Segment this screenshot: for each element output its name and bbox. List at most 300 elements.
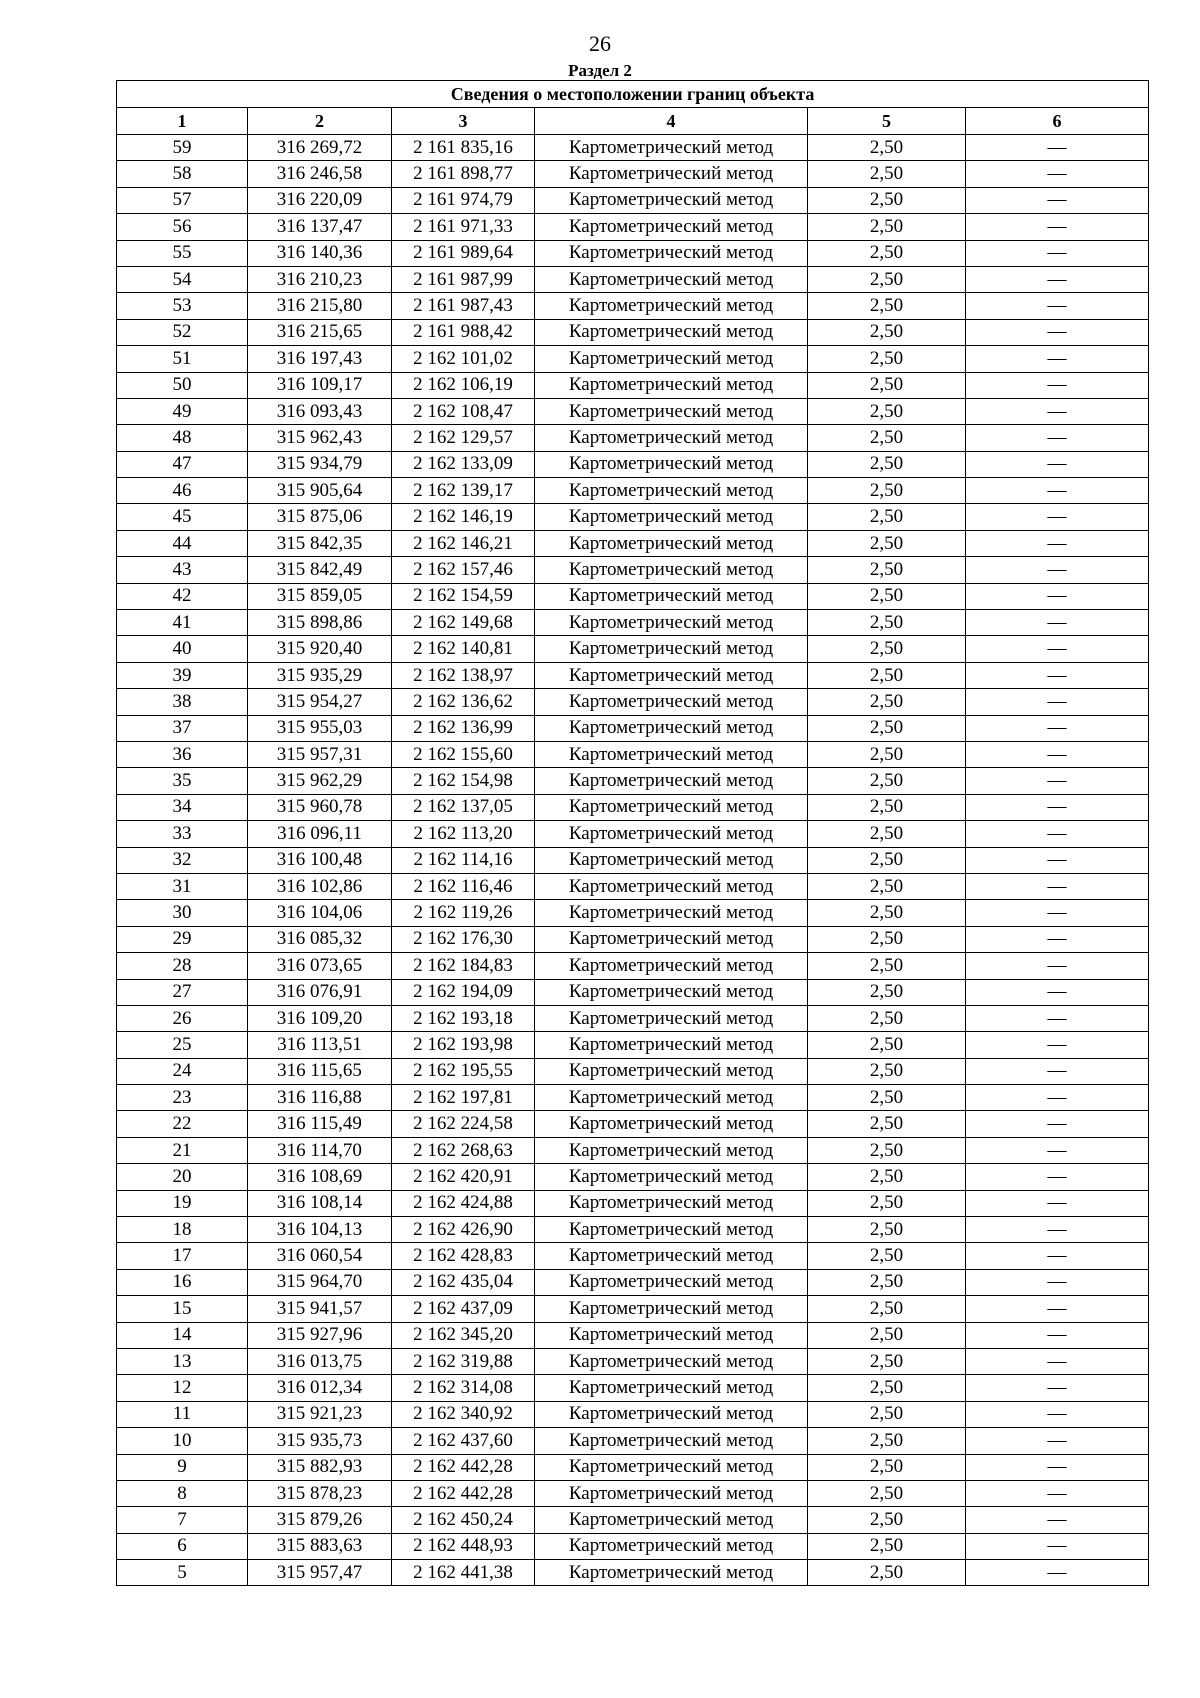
point-number-cell: 45 xyxy=(117,504,248,530)
method-cell: Картометрический метод xyxy=(535,372,808,398)
accuracy-cell: 2,50 xyxy=(808,346,966,372)
y-coordinate-cell: 2 162 155,60 xyxy=(392,741,535,767)
table-row xyxy=(117,478,1149,504)
point-number-cell: 54 xyxy=(117,266,248,292)
accuracy-cell: 2,50 xyxy=(808,900,966,926)
note-cell: — xyxy=(966,1348,1149,1374)
point-number-cell: 42 xyxy=(117,583,248,609)
accuracy-cell: 2,50 xyxy=(808,1322,966,1348)
table-row xyxy=(117,504,1149,530)
point-number-cell: 23 xyxy=(117,1085,248,1111)
table-row xyxy=(117,1401,1149,1427)
table-row xyxy=(117,161,1149,187)
note-cell: — xyxy=(966,953,1149,979)
y-coordinate-cell: 2 162 345,20 xyxy=(392,1322,535,1348)
method-cell: Картометрический метод xyxy=(535,557,808,583)
x-coordinate-cell: 315 905,64 xyxy=(248,478,392,504)
point-number-cell: 57 xyxy=(117,187,248,213)
accuracy-cell: 2,50 xyxy=(808,1348,966,1374)
point-number-cell: 21 xyxy=(117,1137,248,1163)
method-cell: Картометрический метод xyxy=(535,1085,808,1111)
note-cell: — xyxy=(966,1005,1149,1031)
accuracy-cell: 2,50 xyxy=(808,1111,966,1137)
x-coordinate-cell: 316 116,88 xyxy=(248,1085,392,1111)
y-coordinate-cell: 2 162 108,47 xyxy=(392,398,535,424)
accuracy-cell: 2,50 xyxy=(808,953,966,979)
y-coordinate-cell: 2 162 101,02 xyxy=(392,346,535,372)
accuracy-cell: 2,50 xyxy=(808,398,966,424)
y-coordinate-cell: 2 162 340,92 xyxy=(392,1401,535,1427)
table-row xyxy=(117,610,1149,636)
accuracy-cell: 2,50 xyxy=(808,372,966,398)
y-coordinate-cell: 2 162 442,28 xyxy=(392,1454,535,1480)
method-cell: Картометрический метод xyxy=(535,1507,808,1533)
method-cell: Картометрический метод xyxy=(535,240,808,266)
point-number-cell: 33 xyxy=(117,821,248,847)
table-row xyxy=(117,953,1149,979)
accuracy-cell: 2,50 xyxy=(808,926,966,952)
table-row xyxy=(117,1005,1149,1031)
accuracy-cell: 2,50 xyxy=(808,1533,966,1559)
point-number-cell: 34 xyxy=(117,794,248,820)
accuracy-cell: 2,50 xyxy=(808,425,966,451)
y-coordinate-cell: 2 162 176,30 xyxy=(392,926,535,952)
point-number-cell: 58 xyxy=(117,161,248,187)
x-coordinate-cell: 316 109,20 xyxy=(248,1005,392,1031)
y-coordinate-cell: 2 162 129,57 xyxy=(392,425,535,451)
x-coordinate-cell: 315 935,73 xyxy=(248,1428,392,1454)
note-cell: — xyxy=(966,741,1149,767)
table-row xyxy=(117,768,1149,794)
y-coordinate-cell: 2 162 428,83 xyxy=(392,1243,535,1269)
method-cell: Картометрический метод xyxy=(535,293,808,319)
method-cell: Картометрический метод xyxy=(535,266,808,292)
note-cell: — xyxy=(966,1322,1149,1348)
note-cell: — xyxy=(966,135,1149,161)
note-cell: — xyxy=(966,1032,1149,1058)
method-cell: Картометрический метод xyxy=(535,478,808,504)
point-number-cell: 56 xyxy=(117,214,248,240)
x-coordinate-cell: 315 859,05 xyxy=(248,583,392,609)
table-row xyxy=(117,1322,1149,1348)
point-number-cell: 28 xyxy=(117,953,248,979)
x-coordinate-cell: 316 109,17 xyxy=(248,372,392,398)
accuracy-cell: 2,50 xyxy=(808,583,966,609)
point-number-cell: 30 xyxy=(117,900,248,926)
table-row xyxy=(117,900,1149,926)
x-coordinate-cell: 315 960,78 xyxy=(248,794,392,820)
point-number-cell: 39 xyxy=(117,662,248,688)
x-coordinate-cell: 316 100,48 xyxy=(248,847,392,873)
x-coordinate-cell: 315 957,31 xyxy=(248,741,392,767)
x-coordinate-cell: 316 140,36 xyxy=(248,240,392,266)
note-cell: — xyxy=(966,161,1149,187)
accuracy-cell: 2,50 xyxy=(808,610,966,636)
table-row xyxy=(117,293,1149,319)
x-coordinate-cell: 316 104,06 xyxy=(248,900,392,926)
x-coordinate-cell: 315 879,26 xyxy=(248,1507,392,1533)
y-coordinate-cell: 2 161 989,64 xyxy=(392,240,535,266)
x-coordinate-cell: 315 962,29 xyxy=(248,768,392,794)
table-row xyxy=(117,1269,1149,1295)
point-number-cell: 8 xyxy=(117,1480,248,1506)
y-coordinate-cell: 2 162 139,17 xyxy=(392,478,535,504)
x-coordinate-cell: 315 921,23 xyxy=(248,1401,392,1427)
y-coordinate-cell: 2 162 424,88 xyxy=(392,1190,535,1216)
y-coordinate-cell: 2 162 140,81 xyxy=(392,636,535,662)
y-coordinate-cell: 2 162 119,26 xyxy=(392,900,535,926)
point-number-cell: 49 xyxy=(117,398,248,424)
y-coordinate-cell: 2 162 137,05 xyxy=(392,794,535,820)
table-row xyxy=(117,319,1149,345)
method-cell: Картометрический метод xyxy=(535,953,808,979)
note-cell: — xyxy=(966,1454,1149,1480)
page-number: 26 xyxy=(589,31,611,56)
x-coordinate-cell: 316 093,43 xyxy=(248,398,392,424)
y-coordinate-cell: 2 162 442,28 xyxy=(392,1480,535,1506)
accuracy-cell: 2,50 xyxy=(808,715,966,741)
x-coordinate-cell: 316 073,65 xyxy=(248,953,392,979)
method-cell: Картометрический метод xyxy=(535,1137,808,1163)
note-cell: — xyxy=(966,266,1149,292)
y-coordinate-cell: 2 162 106,19 xyxy=(392,372,535,398)
table-row xyxy=(117,1190,1149,1216)
note-cell: — xyxy=(966,1085,1149,1111)
y-coordinate-cell: 2 162 154,59 xyxy=(392,583,535,609)
accuracy-cell: 2,50 xyxy=(808,1428,966,1454)
x-coordinate-cell: 315 920,40 xyxy=(248,636,392,662)
method-cell: Картометрический метод xyxy=(535,821,808,847)
point-number-cell: 46 xyxy=(117,478,248,504)
accuracy-cell: 2,50 xyxy=(808,1217,966,1243)
method-cell: Картометрический метод xyxy=(535,1005,808,1031)
note-cell: — xyxy=(966,1058,1149,1084)
x-coordinate-cell: 316 246,58 xyxy=(248,161,392,187)
note-cell: — xyxy=(966,794,1149,820)
note-cell: — xyxy=(966,530,1149,556)
method-cell: Картометрический метод xyxy=(535,768,808,794)
note-cell: — xyxy=(966,1164,1149,1190)
column-number-1: 1 xyxy=(117,108,248,135)
y-coordinate-cell: 2 162 146,21 xyxy=(392,530,535,556)
method-cell: Картометрический метод xyxy=(535,214,808,240)
x-coordinate-cell: 315 964,70 xyxy=(248,1269,392,1295)
table-row xyxy=(117,214,1149,240)
point-number-cell: 7 xyxy=(117,1507,248,1533)
table-row xyxy=(117,135,1149,161)
table-row xyxy=(117,1533,1149,1559)
method-cell: Картометрический метод xyxy=(535,1269,808,1295)
note-cell: — xyxy=(966,293,1149,319)
method-cell: Картометрический метод xyxy=(535,1217,808,1243)
table-row xyxy=(117,1164,1149,1190)
point-number-cell: 50 xyxy=(117,372,248,398)
table-row xyxy=(117,372,1149,398)
method-cell: Картометрический метод xyxy=(535,900,808,926)
x-coordinate-cell: 315 882,93 xyxy=(248,1454,392,1480)
section-title: Раздел 2 xyxy=(568,61,632,80)
method-cell: Картометрический метод xyxy=(535,161,808,187)
y-coordinate-cell: 2 162 319,88 xyxy=(392,1348,535,1374)
y-coordinate-cell: 2 161 971,33 xyxy=(392,214,535,240)
point-number-cell: 55 xyxy=(117,240,248,266)
table-row xyxy=(117,557,1149,583)
x-coordinate-cell: 315 957,47 xyxy=(248,1560,392,1586)
table-row xyxy=(117,926,1149,952)
note-cell: — xyxy=(966,821,1149,847)
y-coordinate-cell: 2 162 450,24 xyxy=(392,1507,535,1533)
accuracy-cell: 2,50 xyxy=(808,768,966,794)
accuracy-cell: 2,50 xyxy=(808,1190,966,1216)
note-cell: — xyxy=(966,768,1149,794)
x-coordinate-cell: 316 108,14 xyxy=(248,1190,392,1216)
point-number-cell: 51 xyxy=(117,346,248,372)
note-cell: — xyxy=(966,1480,1149,1506)
caption-row xyxy=(117,81,1149,108)
x-coordinate-cell: 316 013,75 xyxy=(248,1348,392,1374)
accuracy-cell: 2,50 xyxy=(808,504,966,530)
accuracy-cell: 2,50 xyxy=(808,557,966,583)
table-row xyxy=(117,979,1149,1005)
table-row xyxy=(117,187,1149,213)
y-coordinate-cell: 2 162 136,99 xyxy=(392,715,535,741)
y-coordinate-cell: 2 162 195,55 xyxy=(392,1058,535,1084)
y-coordinate-cell: 2 162 193,98 xyxy=(392,1032,535,1058)
point-number-cell: 18 xyxy=(117,1217,248,1243)
method-cell: Картометрический метод xyxy=(535,1058,808,1084)
x-coordinate-cell: 316 104,13 xyxy=(248,1217,392,1243)
point-number-cell: 44 xyxy=(117,530,248,556)
method-cell: Картометрический метод xyxy=(535,451,808,477)
method-cell: Картометрический метод xyxy=(535,794,808,820)
point-number-cell: 11 xyxy=(117,1401,248,1427)
y-coordinate-cell: 2 162 437,60 xyxy=(392,1428,535,1454)
table-row xyxy=(117,741,1149,767)
point-number-cell: 25 xyxy=(117,1032,248,1058)
point-number-cell: 59 xyxy=(117,135,248,161)
boundary-coordinates-table xyxy=(116,80,1149,1586)
x-coordinate-cell: 315 898,86 xyxy=(248,610,392,636)
method-cell: Картометрический метод xyxy=(535,636,808,662)
point-number-cell: 9 xyxy=(117,1454,248,1480)
point-number-cell: 5 xyxy=(117,1560,248,1586)
y-coordinate-cell: 2 162 197,81 xyxy=(392,1085,535,1111)
x-coordinate-cell: 315 962,43 xyxy=(248,425,392,451)
x-coordinate-cell: 316 215,65 xyxy=(248,319,392,345)
point-number-cell: 32 xyxy=(117,847,248,873)
point-number-cell: 17 xyxy=(117,1243,248,1269)
point-number-cell: 22 xyxy=(117,1111,248,1137)
accuracy-cell: 2,50 xyxy=(808,662,966,688)
point-number-cell: 38 xyxy=(117,689,248,715)
y-coordinate-cell: 2 162 116,46 xyxy=(392,873,535,899)
y-coordinate-cell: 2 162 441,38 xyxy=(392,1560,535,1586)
point-number-cell: 12 xyxy=(117,1375,248,1401)
point-number-cell: 6 xyxy=(117,1533,248,1559)
accuracy-cell: 2,50 xyxy=(808,1032,966,1058)
note-cell: — xyxy=(966,319,1149,345)
method-cell: Картометрический метод xyxy=(535,187,808,213)
point-number-cell: 24 xyxy=(117,1058,248,1084)
x-coordinate-cell: 315 935,29 xyxy=(248,662,392,688)
point-number-cell: 48 xyxy=(117,425,248,451)
method-cell: Картометрический метод xyxy=(535,1375,808,1401)
note-cell: — xyxy=(966,1111,1149,1137)
method-cell: Картометрический метод xyxy=(535,610,808,636)
table-row xyxy=(117,1111,1149,1137)
note-cell: — xyxy=(966,398,1149,424)
y-coordinate-cell: 2 161 835,16 xyxy=(392,135,535,161)
table-row xyxy=(117,821,1149,847)
method-cell: Картометрический метод xyxy=(535,530,808,556)
table-row xyxy=(117,398,1149,424)
accuracy-cell: 2,50 xyxy=(808,161,966,187)
method-cell: Картометрический метод xyxy=(535,979,808,1005)
method-cell: Картометрический метод xyxy=(535,1243,808,1269)
point-number-cell: 47 xyxy=(117,451,248,477)
note-cell: — xyxy=(966,478,1149,504)
accuracy-cell: 2,50 xyxy=(808,478,966,504)
method-cell: Картометрический метод xyxy=(535,741,808,767)
accuracy-cell: 2,50 xyxy=(808,1269,966,1295)
note-cell: — xyxy=(966,557,1149,583)
accuracy-cell: 2,50 xyxy=(808,135,966,161)
y-coordinate-cell: 2 162 435,04 xyxy=(392,1269,535,1295)
point-number-cell: 16 xyxy=(117,1269,248,1295)
note-cell: — xyxy=(966,583,1149,609)
note-cell: — xyxy=(966,1296,1149,1322)
table-row xyxy=(117,1348,1149,1374)
note-cell: — xyxy=(966,240,1149,266)
point-number-cell: 26 xyxy=(117,1005,248,1031)
accuracy-cell: 2,50 xyxy=(808,1058,966,1084)
x-coordinate-cell: 315 941,57 xyxy=(248,1296,392,1322)
y-coordinate-cell: 2 162 194,09 xyxy=(392,979,535,1005)
y-coordinate-cell: 2 161 987,43 xyxy=(392,293,535,319)
method-cell: Картометрический метод xyxy=(535,135,808,161)
y-coordinate-cell: 2 162 136,62 xyxy=(392,689,535,715)
x-coordinate-cell: 316 085,32 xyxy=(248,926,392,952)
point-number-cell: 53 xyxy=(117,293,248,319)
point-number-cell: 13 xyxy=(117,1348,248,1374)
note-cell: — xyxy=(966,873,1149,899)
point-number-cell: 35 xyxy=(117,768,248,794)
method-cell: Картометрический метод xyxy=(535,1480,808,1506)
accuracy-cell: 2,50 xyxy=(808,187,966,213)
accuracy-cell: 2,50 xyxy=(808,689,966,715)
y-coordinate-cell: 2 162 224,58 xyxy=(392,1111,535,1137)
note-cell: — xyxy=(966,715,1149,741)
note-cell: — xyxy=(966,1560,1149,1586)
point-number-cell: 29 xyxy=(117,926,248,952)
method-cell: Картометрический метод xyxy=(535,1348,808,1374)
accuracy-cell: 2,50 xyxy=(808,1507,966,1533)
method-cell: Картометрический метод xyxy=(535,1322,808,1348)
note-cell: — xyxy=(966,900,1149,926)
table-row xyxy=(117,1560,1149,1586)
x-coordinate-cell: 315 842,49 xyxy=(248,557,392,583)
x-coordinate-cell: 316 012,34 xyxy=(248,1375,392,1401)
column-number-4: 4 xyxy=(535,108,808,135)
point-number-cell: 37 xyxy=(117,715,248,741)
table-row xyxy=(117,425,1149,451)
method-cell: Картометрический метод xyxy=(535,1032,808,1058)
note-cell: — xyxy=(966,662,1149,688)
y-coordinate-cell: 2 162 138,97 xyxy=(392,662,535,688)
method-cell: Картометрический метод xyxy=(535,1190,808,1216)
method-cell: Картометрический метод xyxy=(535,926,808,952)
note-cell: — xyxy=(966,610,1149,636)
point-number-cell: 43 xyxy=(117,557,248,583)
x-coordinate-cell: 316 096,11 xyxy=(248,821,392,847)
x-coordinate-cell: 315 883,63 xyxy=(248,1533,392,1559)
note-cell: — xyxy=(966,425,1149,451)
x-coordinate-cell: 316 113,51 xyxy=(248,1032,392,1058)
accuracy-cell: 2,50 xyxy=(808,319,966,345)
accuracy-cell: 2,50 xyxy=(808,1296,966,1322)
table-row xyxy=(117,1480,1149,1506)
point-number-cell: 36 xyxy=(117,741,248,767)
note-cell: — xyxy=(966,1243,1149,1269)
y-coordinate-cell: 2 162 157,46 xyxy=(392,557,535,583)
table-row xyxy=(117,873,1149,899)
x-coordinate-cell: 315 954,27 xyxy=(248,689,392,715)
table-row xyxy=(117,636,1149,662)
method-cell: Картометрический метод xyxy=(535,1533,808,1559)
table-row xyxy=(117,847,1149,873)
x-coordinate-cell: 316 137,47 xyxy=(248,214,392,240)
method-cell: Картометрический метод xyxy=(535,1296,808,1322)
table-caption: Сведения о местоположении границ объекта xyxy=(117,81,1149,108)
y-coordinate-cell: 2 162 268,63 xyxy=(392,1137,535,1163)
method-cell: Картометрический метод xyxy=(535,715,808,741)
note-cell: — xyxy=(966,1401,1149,1427)
accuracy-cell: 2,50 xyxy=(808,1560,966,1586)
table-row xyxy=(117,1032,1149,1058)
x-coordinate-cell: 316 114,70 xyxy=(248,1137,392,1163)
column-number-5: 5 xyxy=(808,108,966,135)
table-row xyxy=(117,240,1149,266)
y-coordinate-cell: 2 162 437,09 xyxy=(392,1296,535,1322)
accuracy-cell: 2,50 xyxy=(808,1137,966,1163)
note-cell: — xyxy=(966,1269,1149,1295)
accuracy-cell: 2,50 xyxy=(808,873,966,899)
accuracy-cell: 2,50 xyxy=(808,530,966,556)
table-row xyxy=(117,583,1149,609)
x-coordinate-cell: 316 210,23 xyxy=(248,266,392,292)
x-coordinate-cell: 316 115,49 xyxy=(248,1111,392,1137)
point-number-cell: 14 xyxy=(117,1322,248,1348)
note-cell: — xyxy=(966,451,1149,477)
y-coordinate-cell: 2 161 898,77 xyxy=(392,161,535,187)
note-cell: — xyxy=(966,636,1149,662)
point-number-cell: 20 xyxy=(117,1164,248,1190)
note-cell: — xyxy=(966,1428,1149,1454)
note-cell: — xyxy=(966,1507,1149,1533)
table-row xyxy=(117,715,1149,741)
x-coordinate-cell: 316 060,54 xyxy=(248,1243,392,1269)
accuracy-cell: 2,50 xyxy=(808,979,966,1005)
point-number-cell: 41 xyxy=(117,610,248,636)
y-coordinate-cell: 2 161 987,99 xyxy=(392,266,535,292)
note-cell: — xyxy=(966,1533,1149,1559)
method-cell: Картометрический метод xyxy=(535,1111,808,1137)
note-cell: — xyxy=(966,1190,1149,1216)
method-cell: Картометрический метод xyxy=(535,1401,808,1427)
accuracy-cell: 2,50 xyxy=(808,847,966,873)
table-row xyxy=(117,689,1149,715)
x-coordinate-cell: 316 220,09 xyxy=(248,187,392,213)
